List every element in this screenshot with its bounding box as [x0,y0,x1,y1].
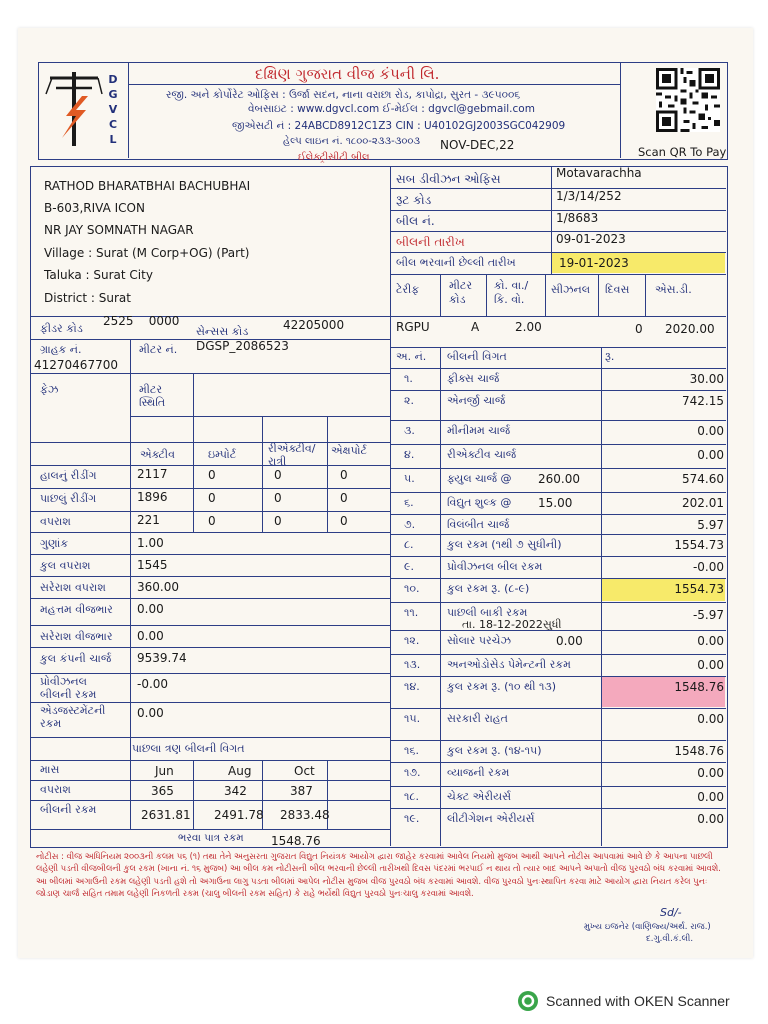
disconnection-notice: નોટીસ : વીજ અધિનિયમ ૨૦૦૩ની કલમ ૫૬ (૧) તથા તેને અનુસરતા ગુજરાત વિદ્યુત નિયંત્રક આયોગ દ્વારા જાહેર કરવામાં આવેલ નિયમો મુજબ આથી આપને નોટીસ આપવામાં આવે છે કે આપના પાછલી લહેણી પડતી વીજબીલની કુલ રકમ (ખાના નં. ૧૬ મુજબ) આ બીલ કમ નોટીસની બીલ ભરવાની છેલ્લી તારીખથી દિવસ પંદરમાં ભરપાઈ ન થાય તો ત્યાર બાદ આપને અપાતો વીજ પુરવઠો બંધ કરવામાં આવશે. આ બીલમાં અગાઉની રકમ લહેણી પડતી હશે તો અગાઉના લાગુ પડતા બીલમાં આપેલ નોટીસ મુજબ વીજ પુરવઠો બંધ કરવામાં આવશે. વીજ પુરવઠો પુનઃસ્થાપિત કરવા માટે આયોગ દ્વારા નિયત કરેલ પુનઃ જોડાણ ચાર્જ સહિત તમામ લહેણી નિકળતી રકમ (ચાલુ બીલની રકમ સહિત) કે રાહે ભર્યેથી વિદ્યુત પુરવઠો પુનઃચાલુ કરવામાં આવશે. [36,851,721,898]
charge-desc: મીનીમમ ચાર્જ [447,424,511,437]
sd-value: 2020.00 [665,322,715,336]
charge-amount: 30.00 [689,372,724,386]
reading-active: 2117 [137,467,168,481]
route-code-value: 1/3/14/252 [556,189,622,203]
reading-import: 0 [208,514,216,528]
charge-no: ૧૩. [404,658,421,671]
charge-no: ૧૧. [404,606,419,619]
days-value: 0 [635,322,643,336]
due-date-value: 19-01-2023 [559,256,629,270]
summary-value: 0.00 [137,706,164,720]
reactive-column-header: રીએક્ટીવ/ રાત્રી [268,442,316,468]
consumer-name: RATHOD BHARATBHAI BACHUBHAI [44,179,251,193]
charge-no: ૧૨. [404,634,420,647]
charge-desc: કુલ રકમ રૂ. (૧૦ થી ૧૩) [447,680,557,693]
company-address: રજી. અને કોર્પોરેટ ઓફિસ : ઉર્જા સદન, નાના વરાછા રોડ, કાપોદ્રા, સુરત - ૩૯૫૦૦૬ [166,89,521,101]
charge-desc: ફ્યુલ ચાર્જ @ [447,472,512,485]
charge-desc: ચેક્ટ એરીયર્સ [447,790,511,803]
charge-desc: લીટીગેશન એરીયર્સ [447,812,535,825]
summary-label: મહત્તમ વીજભાર [40,603,113,616]
charge-no: ૧૪. [404,680,420,693]
consumer-taluka: Taluka : Surat City [44,268,153,282]
history-units-label: વપરાશ [40,783,71,796]
reading-active: 221 [137,513,160,527]
summary-label: સરેરાશ વીજભાર [40,630,113,643]
charge-amount: -0.00 [692,560,724,574]
history-units: 365 [151,784,174,798]
summary-value: 9539.74 [137,651,187,665]
signature-designation: મુખ્ય ઇજનેર (વાણિજ્ય/અર્થ. રાજ.) [584,922,711,932]
census-code-label: સેન્સસ કોડ [196,325,249,338]
reading-reactive: 0 [274,468,282,482]
import-column-header: ઇમ્પોર્ટ [208,448,237,461]
charge-desc: કુલ રકમ રૂ. (૮-૯) [447,582,530,595]
meter-code-value: A [471,320,480,334]
active-column-header: એક્ટીવ [140,448,175,461]
charge-extra: 260.00 [538,472,580,486]
charge-amount: 5.97 [697,518,724,532]
summary-value: 0.00 [137,602,164,616]
history-month: Jun [155,764,174,778]
load-value: 2.00 [515,320,542,334]
charge-desc: એનર્જી ચાર્જ [447,394,506,407]
reading-row-label: વપરાશ [40,515,71,528]
seasonal-header: સીઝનલ [551,283,591,296]
consumer-address-line1: B-603,RIVA ICON [44,201,145,215]
charge-no: ૪. [404,448,415,461]
qr-caption[interactable]: Scan QR To Pay [638,145,727,159]
charge-amount: 0.00 [697,634,724,648]
summary-label: પ્રોવીઝનલ બીલની રકમ [40,675,97,701]
summary-value: 1.00 [137,536,164,550]
charge-no: ૧૦. [404,582,420,595]
charge-no: ૫. [404,472,415,485]
census-code-value: 42205000 [283,318,345,332]
charge-extra: 0.00 [556,634,583,648]
charge-amount: 1548.76 [674,744,724,758]
charge-desc: વિલંબીત ચાર્જ [447,518,510,531]
charge-desc: કુલ રકમ રૂ. (૧૪-૧૫) [447,744,542,757]
history-title: પાછલા ત્રણ બીલની વિગત [132,742,245,755]
charge-no: ૯. [404,560,415,573]
bill-date-label: બીલની તારીખ [396,235,465,249]
charge-no: ૮. [404,538,414,551]
charge-amount: 1548.76 [674,680,724,694]
reading-import: 0 [208,468,216,482]
charge-no: ૨. [404,394,414,407]
reading-export: 0 [340,468,348,482]
company-name: દક્ષિણ ગુજરાત વીજ કંપની લિ. [255,65,440,83]
charge-desc: પાછલી બાકી રકમ [447,606,528,619]
meter-status-label: મીટર સ્થિતિ [139,383,166,409]
bill-period: NOV-DEC,22 [440,138,515,152]
charges-no-header: અ. નં. [396,350,427,363]
charge-desc: ફીક્સ ચાર્જ [447,372,500,385]
meter-no-label: મીટર નં. [139,343,178,356]
bill-date-value: 09-01-2023 [556,232,626,246]
charge-amount: 0.00 [697,790,724,804]
charge-desc: સોલાર પરચેઝ [447,634,511,647]
oken-scanner-icon [517,990,539,1012]
signature-mark: Sd/- [660,906,682,919]
company-gst-cin: જીએસટી નં : 24ABCD8912C1Z3 CIN : U40102GJ2003SGC042909 [232,120,566,132]
charge-amount: 0.00 [697,448,724,462]
charge-desc: વ્યાજની રકમ [447,766,510,779]
charge-amount: 742.15 [682,394,724,408]
charge-amount: 0.00 [697,712,724,726]
charge-no: ૧. [404,372,413,385]
reading-row-label: હાલનું રીડીંગ [40,469,97,482]
charge-no: ૧૭. [404,766,421,779]
tariff-header: ટેરીફ [396,283,420,296]
consumer-district: District : Surat [44,291,131,305]
summary-label: સરેરાશ વપરાશ [40,581,106,594]
charge-desc: રીએક્ટીવ ચાર્જ [447,448,517,461]
summary-label: એડજસ્ટમેંટની રકમ [40,704,106,730]
phase-label: ફેઝ [40,383,59,396]
consumer-no-label: ગ્રાહક નં. [40,343,82,356]
subdivision-value: Motavarachha [556,166,642,180]
charge-amount: 1554.73 [674,538,724,552]
charge-amount: 0.00 [697,766,724,780]
summary-label: કુલ કંપની ચાર્જ [40,652,112,665]
charge-extra: તા. 18-12-2022સુધી [462,618,562,631]
summary-label: કુલ વપરાશ [40,559,91,572]
charge-no: ૧૮. [404,790,419,803]
tariff-value: RGPU [396,320,430,334]
history-month-label: માસ [40,763,60,776]
reading-active: 1896 [137,490,168,504]
summary-value: 360.00 [137,580,179,594]
export-column-header: એક્ષપોર્ટ [331,444,367,457]
dgsp-value: DGSP_2086523 [196,339,289,353]
meter-code-header: મીટર કોડ [449,279,473,306]
charge-amount: 0.00 [697,658,724,672]
summary-value: 1545 [137,558,168,572]
charge-desc: અનઓડોસેડ પેમેન્ટની રકમ [447,658,571,671]
charge-no: ૭. [404,518,416,531]
payable-label: ભરવા પાત્ર રકમ [178,832,244,844]
bill-type-title: ઈલેક્ટ્રીસીટી બીલ [298,152,370,163]
charge-amount: 574.60 [682,472,724,486]
charge-no: ૧૬. [404,744,420,757]
qr-code-icon [656,68,720,132]
consumer-village: Village : Surat (M Corp+OG) (Part) [44,246,250,260]
history-amount: 2833.48 [280,808,330,822]
history-amount: 2631.81 [141,808,191,822]
charge-desc: કુલ રકમ (૧થી ૭ સુધીની) [447,538,562,551]
reading-export: 0 [340,491,348,505]
history-units: 387 [290,784,313,798]
feeder-code-label: ફીડર કોડ [40,322,83,335]
load-header: કો. વા./ કિ. વો. [494,279,529,306]
subdivision-label: સબ ડીવીઝન ઓફિસ [396,172,501,186]
charge-amount: -5.97 [692,608,724,622]
charge-amount: 1554.73 [674,582,724,596]
payable-amount: 1548.76 [271,834,321,848]
charge-no: ૩. [404,424,415,437]
feeder-code-value: 2525 0000 [103,314,180,328]
charge-desc: સરકારી રાહત [447,712,508,725]
charge-no: ૧૯. [404,812,420,825]
charge-extra: 15.00 [538,496,573,510]
due-date-label: બીલ ભરવાની છેલ્લી તારીખ [396,256,516,269]
charge-no: ૧૫. [404,712,421,725]
company-website: વેબસાઇટ : www.dgvcl.com ઈ-મેઈલ : dgvcl@gebmail.com [248,103,535,115]
summary-label: ગુણાંક [40,537,69,550]
summary-value: -0.00 [137,677,169,691]
charge-amount: 0.00 [697,424,724,438]
scanner-watermark: Scanned with OKEN Scanner [546,993,730,1009]
days-header: દિવસ [605,283,630,296]
signature-company: દ.ગુ.વી.કં.લી. [646,934,694,944]
history-amount-label: બીલની રકમ [40,803,97,816]
sd-header: એસ.ડી. [655,283,692,296]
charge-amount: 0.00 [697,812,724,826]
reading-row-label: પાછલું રીડીંગ [40,492,97,505]
history-month: Aug [228,764,252,778]
bill-no-value: 1/8683 [556,211,599,225]
consumer-no-value: 41270467700 [34,358,118,372]
history-units: 342 [224,784,247,798]
reading-import: 0 [208,491,216,505]
reading-reactive: 0 [274,491,282,505]
charges-desc-header: બીલની વિગત [447,350,507,363]
reading-export: 0 [340,514,348,528]
history-month: Oct [294,764,315,778]
charge-amount: 202.01 [682,496,724,510]
summary-value: 0.00 [137,629,164,643]
reading-reactive: 0 [274,514,282,528]
route-code-label: રૂટ કોડ [396,193,432,207]
charge-desc: વિદ્યુત શુલ્ક @ [447,496,512,509]
history-amount: 2491.78 [214,808,264,822]
charges-amount-header: રૂ. [605,350,615,363]
charge-no: ૬. [404,496,414,509]
helpline: હેલ્પ લાઇન નં. ૧૮૦૦-૨૩૩-૩૦૦૩ [283,136,421,147]
charge-desc: પ્રોવીઝનલ બીલ રકમ [447,560,543,573]
consumer-address-line2: NR JAY SOMNATH NAGAR [44,223,194,237]
logo-text: D G V C L [108,73,118,146]
bill-no-label: બીલ નં. [396,214,435,228]
